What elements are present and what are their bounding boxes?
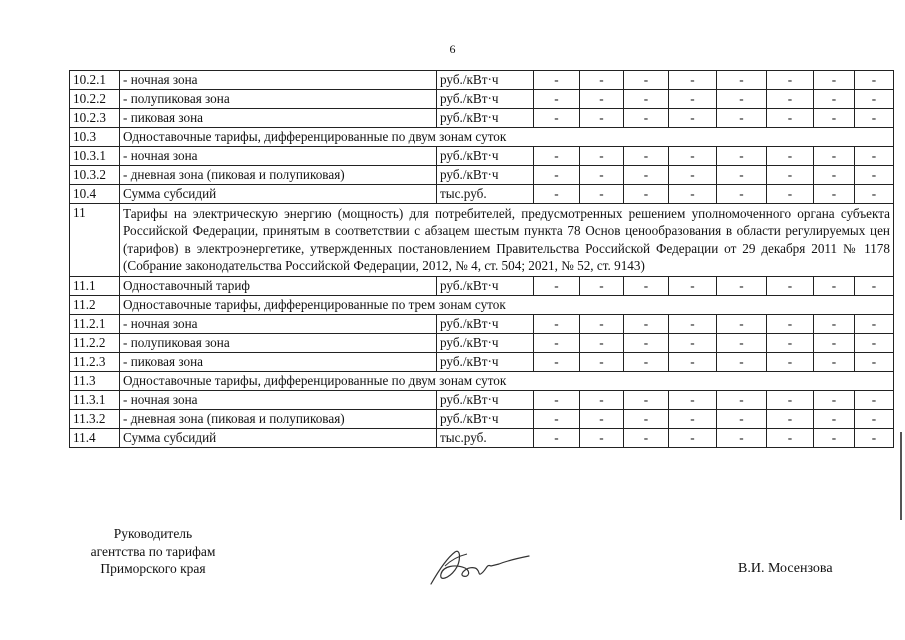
table-row	[70, 277, 894, 296]
value-cell: -	[624, 109, 669, 128]
value-cell: -	[669, 410, 717, 429]
value-cell: -	[717, 90, 767, 109]
row-number: 10.2.1	[70, 71, 120, 90]
row-number: 11.3.1	[70, 391, 120, 410]
value-cell: -	[855, 277, 894, 296]
row-number: 10.4	[70, 185, 120, 204]
value-cell: -	[669, 391, 717, 410]
value-cell: -	[767, 71, 814, 90]
value-cell: -	[717, 166, 767, 185]
value-cell: -	[855, 410, 894, 429]
value-cell: -	[767, 90, 814, 109]
row-number: 11.3.2	[70, 410, 120, 429]
value-cell: -	[814, 277, 855, 296]
value-cell: -	[669, 71, 717, 90]
row-name: - ночная зона	[120, 147, 437, 166]
value-cell: -	[534, 71, 580, 90]
value-cell: -	[580, 353, 624, 372]
table-row	[70, 391, 894, 410]
tariff-table	[69, 70, 894, 448]
row-name: - пиковая зона	[120, 109, 437, 128]
value-cell: -	[624, 185, 669, 204]
row-number: 11.2	[70, 296, 120, 315]
value-cell: -	[624, 71, 669, 90]
value-cell: -	[669, 90, 717, 109]
row-number: 11.2.2	[70, 334, 120, 353]
value-cell: -	[624, 391, 669, 410]
value-cell: -	[534, 277, 580, 296]
value-cell: -	[580, 147, 624, 166]
value-cell: -	[580, 166, 624, 185]
value-cell: -	[814, 147, 855, 166]
value-cell: -	[669, 315, 717, 334]
row-unit: руб./кВт·ч	[437, 353, 534, 372]
row-number: 10.3	[70, 128, 120, 147]
value-cell: -	[814, 109, 855, 128]
value-cell: -	[580, 71, 624, 90]
value-cell: -	[767, 185, 814, 204]
value-cell: -	[534, 391, 580, 410]
value-cell: -	[814, 90, 855, 109]
value-cell: -	[767, 109, 814, 128]
row-name: - дневная зона (пиковая и полупиковая)	[120, 166, 437, 185]
row-unit: руб./кВт·ч	[437, 166, 534, 185]
row-name: Одноставочные тарифы, дифференцированные по двум зонам суток	[120, 372, 894, 391]
value-cell: -	[717, 429, 767, 448]
value-cell: -	[669, 185, 717, 204]
value-cell: -	[855, 391, 894, 410]
value-cell: -	[669, 353, 717, 372]
row-name: Одноставочные тарифы, дифференцированные по трем зонам суток	[120, 296, 894, 315]
value-cell: -	[855, 71, 894, 90]
value-cell: -	[580, 109, 624, 128]
signatory-position	[78, 525, 228, 578]
value-cell: -	[814, 71, 855, 90]
row-name: Сумма субсидий	[120, 429, 437, 448]
value-cell: -	[855, 166, 894, 185]
value-cell: -	[814, 391, 855, 410]
value-cell: -	[624, 315, 669, 334]
signatory-name: В.И. Мосензова	[738, 561, 833, 576]
value-cell: -	[855, 429, 894, 448]
value-cell: -	[624, 353, 669, 372]
value-cell: -	[767, 147, 814, 166]
value-cell: -	[717, 410, 767, 429]
value-cell: -	[580, 315, 624, 334]
row-unit: руб./кВт·ч	[437, 90, 534, 109]
row-name: - полупиковая зона	[120, 334, 437, 353]
value-cell: -	[669, 429, 717, 448]
table-row	[70, 372, 894, 391]
value-cell: -	[814, 315, 855, 334]
value-cell: -	[717, 109, 767, 128]
row-number: 11.4	[70, 429, 120, 448]
value-cell: -	[814, 410, 855, 429]
table-row	[70, 429, 894, 448]
value-cell: -	[624, 166, 669, 185]
table-row	[70, 296, 894, 315]
row-number: 11	[70, 204, 120, 277]
table-row	[70, 410, 894, 429]
table-row	[70, 128, 894, 147]
value-cell: -	[717, 334, 767, 353]
value-cell: -	[717, 71, 767, 90]
value-cell: -	[534, 185, 580, 204]
value-cell: -	[767, 334, 814, 353]
value-cell: -	[814, 429, 855, 448]
value-cell: -	[717, 277, 767, 296]
position-line-1: Руководитель	[113, 526, 193, 541]
value-cell: -	[855, 315, 894, 334]
row-unit: руб./кВт·ч	[437, 410, 534, 429]
value-cell: -	[624, 410, 669, 429]
row-unit: руб./кВт·ч	[437, 391, 534, 410]
value-cell: -	[767, 410, 814, 429]
row-name: - пиковая зона	[120, 353, 437, 372]
value-cell: -	[814, 334, 855, 353]
table-row	[70, 353, 894, 372]
row-unit: руб./кВт·ч	[437, 315, 534, 334]
value-cell: -	[855, 109, 894, 128]
row-number: 11.1	[70, 277, 120, 296]
row-name: - ночная зона	[120, 71, 437, 90]
row-name: - ночная зона	[120, 391, 437, 410]
value-cell: -	[534, 429, 580, 448]
handwritten-signature	[425, 540, 535, 590]
value-cell: -	[624, 90, 669, 109]
value-cell: -	[767, 315, 814, 334]
row-unit: тыс.руб.	[437, 185, 534, 204]
value-cell: -	[767, 166, 814, 185]
row-number: 10.2.2	[70, 90, 120, 109]
value-cell: -	[717, 315, 767, 334]
value-cell: -	[669, 109, 717, 128]
value-cell: -	[855, 185, 894, 204]
row-name: - дневная зона (пиковая и полупиковая)	[120, 410, 437, 429]
value-cell: -	[580, 391, 624, 410]
value-cell: -	[624, 147, 669, 166]
value-cell: -	[534, 90, 580, 109]
value-cell: -	[767, 353, 814, 372]
value-cell: -	[669, 166, 717, 185]
row-name: Одноставочные тарифы, дифференцированные по двум зонам суток	[120, 128, 894, 147]
value-cell: -	[767, 391, 814, 410]
row-unit: руб./кВт·ч	[437, 277, 534, 296]
row-name: Тарифы на электрическую энергию (мощность) для потребителей, предусмотренных решением уполномоченного органа субъекта Российской Федерации, принятым в соответствии с абзацем шестым пункта 78 Основ ценообразования в области регулируемых цен (тарифов) в электроэнергетике, утвержденных постановлением Правительства Российской Федерации от 29 декабря 2011 № 1178 (Собрание законодательства Российской Федерации, 2012, № 4, ст. 504; 2021, № 52, ст. 9143)	[120, 204, 894, 277]
value-cell: -	[534, 166, 580, 185]
row-name: Сумма субсидий	[120, 185, 437, 204]
value-cell: -	[580, 429, 624, 448]
value-cell: -	[534, 353, 580, 372]
value-cell: -	[534, 410, 580, 429]
value-cell: -	[534, 147, 580, 166]
table-row	[70, 204, 894, 277]
value-cell: -	[669, 334, 717, 353]
row-number: 11.3	[70, 372, 120, 391]
value-cell: -	[580, 410, 624, 429]
page-number: 6	[449, 42, 456, 56]
value-cell: -	[669, 147, 717, 166]
table-row	[70, 166, 894, 185]
table-row	[70, 334, 894, 353]
value-cell: -	[534, 334, 580, 353]
value-cell: -	[855, 353, 894, 372]
value-cell: -	[669, 277, 717, 296]
row-number: 11.2.1	[70, 315, 120, 334]
row-unit: руб./кВт·ч	[437, 109, 534, 128]
value-cell: -	[767, 277, 814, 296]
table-row	[70, 147, 894, 166]
value-cell: -	[580, 90, 624, 109]
value-cell: -	[580, 185, 624, 204]
row-number: 10.3.2	[70, 166, 120, 185]
value-cell: -	[717, 391, 767, 410]
value-cell: -	[534, 109, 580, 128]
row-name: - ночная зона	[120, 315, 437, 334]
row-number: 10.3.1	[70, 147, 120, 166]
margin-line	[900, 432, 902, 520]
value-cell: -	[767, 429, 814, 448]
value-cell: -	[814, 166, 855, 185]
value-cell: -	[855, 90, 894, 109]
value-cell: -	[814, 353, 855, 372]
position-line-3: Приморского края	[100, 561, 206, 576]
table-row	[70, 90, 894, 109]
row-unit: руб./кВт·ч	[437, 147, 534, 166]
row-number: 11.2.3	[70, 353, 120, 372]
value-cell: -	[717, 185, 767, 204]
value-cell: -	[855, 147, 894, 166]
position-line-2: агентства по тарифам	[90, 543, 216, 559]
value-cell: -	[717, 147, 767, 166]
table-row	[70, 315, 894, 334]
table-row	[70, 109, 894, 128]
value-cell: -	[814, 185, 855, 204]
value-cell: -	[624, 277, 669, 296]
value-cell: -	[580, 334, 624, 353]
value-cell: -	[624, 429, 669, 448]
row-number: 10.2.3	[70, 109, 120, 128]
value-cell: -	[534, 315, 580, 334]
value-cell: -	[624, 334, 669, 353]
value-cell: -	[855, 334, 894, 353]
value-cell: -	[580, 277, 624, 296]
value-cell: -	[717, 353, 767, 372]
table-row	[70, 185, 894, 204]
row-name: Одноставочный тариф	[120, 277, 437, 296]
row-unit: руб./кВт·ч	[437, 71, 534, 90]
row-name: - полупиковая зона	[120, 90, 437, 109]
table-row	[70, 71, 894, 90]
row-unit: тыс.руб.	[437, 429, 534, 448]
row-unit: руб./кВт·ч	[437, 334, 534, 353]
